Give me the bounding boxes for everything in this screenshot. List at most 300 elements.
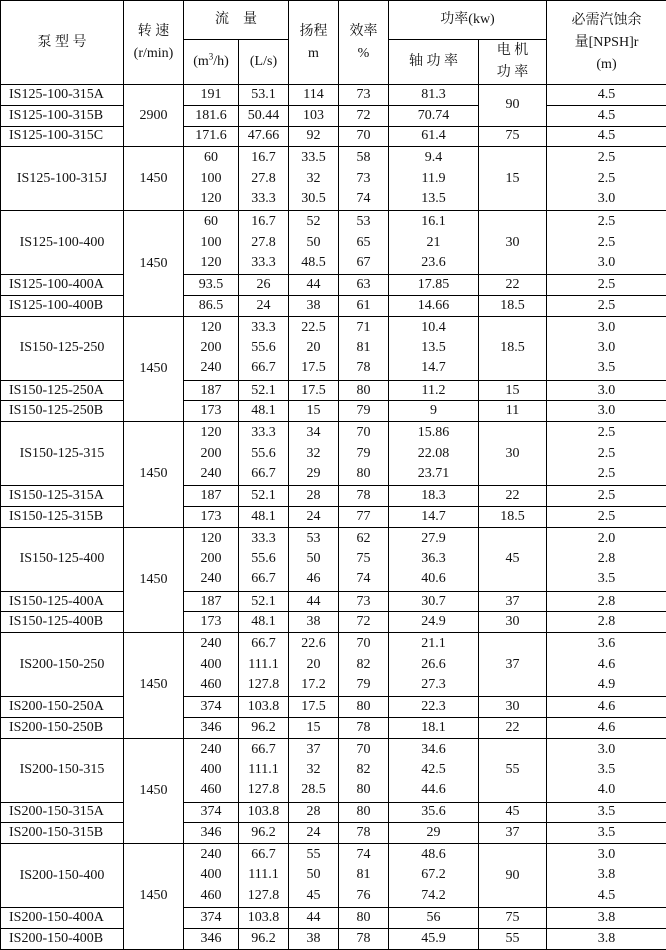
flow-ls-value: 111.1 (241, 865, 286, 885)
flow-m3h-value: 240 (186, 464, 236, 484)
efficiency: 80 (339, 380, 389, 401)
shaft-power (389, 316, 479, 380)
flow-m3h-value: 200 (186, 444, 236, 464)
shaft-power (389, 844, 479, 908)
npsh (547, 422, 666, 486)
motor-power: 37 (479, 823, 547, 844)
motor-power: 55 (479, 928, 547, 949)
flow-m3h (184, 422, 239, 486)
efficiency-value: 82 (341, 760, 386, 780)
npsh: 4.5 (547, 126, 666, 147)
table-row (1, 147, 666, 211)
npsh-value: 2.5 (549, 148, 664, 168)
head: 24 (289, 823, 339, 844)
head-value: 52 (291, 212, 336, 232)
npsh-value: 3.0 (549, 189, 664, 209)
motor-power: 11 (479, 401, 547, 422)
flow-ls: 48.1 (239, 401, 289, 422)
header-efficiency: 效率 % (339, 1, 389, 85)
head: 28 (289, 802, 339, 823)
flow-m3h: 173 (184, 401, 239, 422)
header-flow-m3h: $(m^3/h)$ (184, 40, 239, 85)
shaft-power-value: 74.2 (391, 886, 476, 906)
efficiency-value: 78 (341, 358, 386, 378)
shaft-power-value: 40.6 (391, 569, 476, 589)
shaft-power (389, 147, 479, 211)
efficiency: 72 (339, 105, 389, 126)
flow-m3h: 93.5 (184, 275, 239, 296)
pump-model: IS125-100-400 (1, 211, 124, 275)
head-value: 17.5 (291, 358, 336, 378)
speed-cell: 1450 (124, 211, 184, 316)
efficiency-value: 73 (341, 169, 386, 189)
flow-m3h-value: 120 (186, 529, 236, 549)
shaft-power: 56 (389, 908, 479, 929)
pump-model: IS125-100-315J (1, 147, 124, 211)
flow-m3h-value: 60 (186, 148, 236, 168)
shaft-power-value: 14.7 (391, 358, 476, 378)
header-shaft-power: 轴 功 率 (389, 40, 479, 85)
flow-ls: 96.2 (239, 928, 289, 949)
header-motor-power: 电 机 功 率 (479, 40, 547, 85)
shaft-power: 11.2 (389, 380, 479, 401)
npsh: 2.5 (547, 506, 666, 527)
flow-m3h-value: 240 (186, 634, 236, 654)
pump-model: IS125-100-315C (1, 126, 124, 147)
header-flow: 流 量 (184, 1, 289, 40)
shaft-power-value: 9.4 (391, 148, 476, 168)
npsh: 2.8 (547, 591, 666, 612)
shaft-power-value: 44.6 (391, 780, 476, 800)
shaft-power-value: 34.6 (391, 740, 476, 760)
flow-m3h-value: 200 (186, 549, 236, 569)
efficiency: 77 (339, 506, 389, 527)
flow-m3h-value: 460 (186, 886, 236, 906)
pump-model: IS200-150-315A (1, 802, 124, 823)
table-row (1, 612, 666, 633)
efficiency (339, 422, 389, 486)
efficiency-value: 81 (341, 865, 386, 885)
speed-cell: 2900 (124, 85, 184, 147)
table-row (1, 844, 666, 908)
flow-m3h-value: 460 (186, 675, 236, 695)
flow-m3h (184, 147, 239, 211)
table-row (1, 295, 666, 316)
shaft-power-value: 27.3 (391, 675, 476, 695)
flow-ls-value: 27.8 (241, 169, 286, 189)
pump-model: IS150-125-400B (1, 612, 124, 633)
efficiency-value: 80 (341, 464, 386, 484)
npsh-value: 3.5 (549, 358, 664, 378)
npsh (547, 844, 666, 908)
npsh-value: 3.8 (549, 865, 664, 885)
npsh: 4.5 (547, 105, 666, 126)
flow-ls-value: 33.3 (241, 318, 286, 338)
npsh-value: 2.5 (549, 423, 664, 443)
efficiency-value: 76 (341, 886, 386, 906)
pump-model: IS150-125-250A (1, 380, 124, 401)
pump-model: IS200-150-250B (1, 717, 124, 738)
head: 38 (289, 612, 339, 633)
shaft-power: 18.1 (389, 717, 479, 738)
motor-power: 37 (479, 633, 547, 697)
efficiency: 70 (339, 126, 389, 147)
flow-m3h: 346 (184, 717, 239, 738)
efficiency: 61 (339, 295, 389, 316)
table-row (1, 422, 666, 486)
npsh: 4.6 (547, 697, 666, 718)
flow-m3h-value: 120 (186, 423, 236, 443)
flow-ls: 96.2 (239, 823, 289, 844)
npsh: 3.8 (547, 908, 666, 929)
flow-ls (239, 633, 289, 697)
shaft-power (389, 527, 479, 591)
flow-ls-value: 127.8 (241, 675, 286, 695)
table-row (1, 380, 666, 401)
table-row (1, 591, 666, 612)
flow-m3h-value: 240 (186, 358, 236, 378)
flow-m3h-value: 100 (186, 169, 236, 189)
shaft-power: 14.7 (389, 506, 479, 527)
header-speed: 转 速 (r/min) (124, 1, 184, 85)
head-value: 37 (291, 740, 336, 760)
pump-model: IS150-125-315A (1, 486, 124, 507)
shaft-power-value: 27.9 (391, 529, 476, 549)
head: 15 (289, 401, 339, 422)
efficiency-value: 71 (341, 318, 386, 338)
efficiency (339, 844, 389, 908)
motor-power: 30 (479, 422, 547, 486)
pump-model: IS200-150-315B (1, 823, 124, 844)
pump-model: IS125-100-400B (1, 295, 124, 316)
head-value: 45 (291, 886, 336, 906)
head-value: 48.5 (291, 253, 336, 273)
table-row (1, 633, 666, 697)
table-row (1, 527, 666, 591)
efficiency (339, 211, 389, 275)
head (289, 147, 339, 211)
efficiency-value: 65 (341, 233, 386, 253)
flow-m3h: 187 (184, 380, 239, 401)
motor-power: 22 (479, 717, 547, 738)
npsh: 3.0 (547, 380, 666, 401)
npsh: 4.6 (547, 717, 666, 738)
head: 15 (289, 717, 339, 738)
flow-m3h (184, 738, 239, 802)
table-row (1, 211, 666, 275)
speed-cell: 1450 (124, 633, 184, 738)
motor-power: 22 (479, 486, 547, 507)
npsh-value: 2.5 (549, 212, 664, 232)
table-row (1, 908, 666, 929)
npsh (547, 633, 666, 697)
table-row (1, 126, 666, 147)
efficiency (339, 147, 389, 211)
head (289, 844, 339, 908)
pump-model: IS200-150-400B (1, 928, 124, 949)
motor-power: 45 (479, 527, 547, 591)
npsh: 3.0 (547, 401, 666, 422)
head (289, 316, 339, 380)
flow-m3h: 346 (184, 928, 239, 949)
shaft-power (389, 211, 479, 275)
table-row (1, 697, 666, 718)
table-row (1, 401, 666, 422)
flow-m3h-value: 400 (186, 760, 236, 780)
flow-ls: 48.1 (239, 612, 289, 633)
npsh-value: 3.0 (549, 253, 664, 273)
efficiency-value: 74 (341, 569, 386, 589)
speed-cell: 1450 (124, 316, 184, 421)
efficiency: 72 (339, 612, 389, 633)
shaft-power (389, 633, 479, 697)
efficiency: 73 (339, 591, 389, 612)
efficiency: 78 (339, 717, 389, 738)
npsh (547, 738, 666, 802)
table-row (1, 823, 666, 844)
flow-ls: 103.8 (239, 908, 289, 929)
pump-model: IS125-100-315A (1, 85, 124, 106)
npsh-value: 3.0 (549, 740, 664, 760)
shaft-power-value: 16.1 (391, 212, 476, 232)
shaft-power: 35.6 (389, 802, 479, 823)
flow-ls (239, 422, 289, 486)
head-value: 32 (291, 444, 336, 464)
head-value: 22.6 (291, 634, 336, 654)
efficiency-value: 74 (341, 845, 386, 865)
efficiency: 73 (339, 85, 389, 106)
efficiency-value: 58 (341, 148, 386, 168)
pump-model: IS200-150-400A (1, 908, 124, 929)
flow-ls (239, 844, 289, 908)
npsh: 2.5 (547, 486, 666, 507)
pump-model: IS150-125-400A (1, 591, 124, 612)
motor-power: 18.5 (479, 295, 547, 316)
flow-ls-value: 66.7 (241, 845, 286, 865)
motor-power: 30 (479, 697, 547, 718)
head: 114 (289, 85, 339, 106)
shaft-power-value: 10.4 (391, 318, 476, 338)
flow-m3h: 173 (184, 612, 239, 633)
table-row (1, 802, 666, 823)
shaft-power-value: 11.9 (391, 169, 476, 189)
pump-model: IS125-100-315B (1, 105, 124, 126)
flow-ls: 47.66 (239, 126, 289, 147)
motor-power: 22 (479, 275, 547, 296)
npsh-value: 3.6 (549, 634, 664, 654)
flow-ls: 50.44 (239, 105, 289, 126)
head-value: 50 (291, 549, 336, 569)
shaft-power-value: 13.5 (391, 338, 476, 358)
npsh-value: 3.0 (549, 318, 664, 338)
motor-power: 18.5 (479, 316, 547, 380)
flow-m3h-value: 120 (186, 189, 236, 209)
npsh: 2.8 (547, 612, 666, 633)
motor-power: 45 (479, 802, 547, 823)
header-power: 功率(kw) (389, 1, 547, 40)
efficiency-value: 81 (341, 338, 386, 358)
head-value: 20 (291, 338, 336, 358)
shaft-power: 24.9 (389, 612, 479, 633)
pump-model: IS150-125-400 (1, 527, 124, 591)
flow-ls: 26 (239, 275, 289, 296)
shaft-power (389, 738, 479, 802)
flow-m3h-value: 400 (186, 865, 236, 885)
pump-model: IS150-125-250B (1, 401, 124, 422)
motor-power: 30 (479, 612, 547, 633)
flow-ls-value: 111.1 (241, 655, 286, 675)
head: 17.5 (289, 697, 339, 718)
shaft-power-value: 13.5 (391, 189, 476, 209)
head-value: 17.2 (291, 675, 336, 695)
shaft-power-value: 26.6 (391, 655, 476, 675)
efficiency: 80 (339, 802, 389, 823)
npsh (547, 211, 666, 275)
pump-model: IS125-100-400A (1, 275, 124, 296)
shaft-power (389, 422, 479, 486)
efficiency-value: 82 (341, 655, 386, 675)
head: 24 (289, 506, 339, 527)
flow-m3h (184, 316, 239, 380)
flow-ls: 52.1 (239, 591, 289, 612)
shaft-power: 45.9 (389, 928, 479, 949)
npsh-value: 2.5 (549, 444, 664, 464)
flow-m3h (184, 527, 239, 591)
head-value: 34 (291, 423, 336, 443)
shaft-power-value: 21.1 (391, 634, 476, 654)
flow-ls-value: 33.3 (241, 423, 286, 443)
efficiency-value: 74 (341, 189, 386, 209)
head: 44 (289, 591, 339, 612)
efficiency-value: 67 (341, 253, 386, 273)
npsh: 3.5 (547, 823, 666, 844)
efficiency-value: 80 (341, 780, 386, 800)
speed-cell: 1450 (124, 738, 184, 843)
efficiency-value: 70 (341, 634, 386, 654)
efficiency-value: 70 (341, 423, 386, 443)
table-row (1, 85, 666, 106)
flow-ls (239, 527, 289, 591)
flow-m3h: 187 (184, 486, 239, 507)
flow-ls-value: 33.3 (241, 529, 286, 549)
head (289, 422, 339, 486)
shaft-power: 18.3 (389, 486, 479, 507)
npsh-value: 2.5 (549, 169, 664, 189)
motor-power: 15 (479, 147, 547, 211)
shaft-power: 70.74 (389, 105, 479, 126)
efficiency: 78 (339, 823, 389, 844)
header-model: 泵 型 号 (1, 1, 124, 85)
motor-power: 75 (479, 908, 547, 929)
flow-ls-value: 127.8 (241, 886, 286, 906)
flow-ls: 52.1 (239, 380, 289, 401)
head-value: 28.5 (291, 780, 336, 800)
flow-m3h: 86.5 (184, 295, 239, 316)
motor-power: 90 (479, 844, 547, 908)
head: 28 (289, 486, 339, 507)
flow-ls (239, 211, 289, 275)
table-row (1, 928, 666, 949)
flow-m3h: 187 (184, 591, 239, 612)
head-value: 53 (291, 529, 336, 549)
table-row (1, 506, 666, 527)
header-head: 扬程 m (289, 1, 339, 85)
npsh (547, 527, 666, 591)
flow-m3h-value: 460 (186, 780, 236, 800)
head-value: 46 (291, 569, 336, 589)
efficiency (339, 738, 389, 802)
flow-m3h: 181.6 (184, 105, 239, 126)
efficiency-value: 79 (341, 675, 386, 695)
npsh (547, 147, 666, 211)
npsh-value: 2.5 (549, 464, 664, 484)
head (289, 211, 339, 275)
speed-cell: 1450 (124, 422, 184, 527)
head: 92 (289, 126, 339, 147)
flow-m3h-value: 240 (186, 845, 236, 865)
efficiency-value: 75 (341, 549, 386, 569)
shaft-power-value: 48.6 (391, 845, 476, 865)
head: 38 (289, 928, 339, 949)
flow-ls-value: 66.7 (241, 634, 286, 654)
head: 38 (289, 295, 339, 316)
shaft-power: 81.3 (389, 85, 479, 106)
npsh-value: 2.8 (549, 549, 664, 569)
efficiency (339, 316, 389, 380)
flow-ls-value: 33.3 (241, 189, 286, 209)
head-value: 20 (291, 655, 336, 675)
efficiency: 80 (339, 908, 389, 929)
pump-model: IS150-125-250 (1, 316, 124, 380)
flow-m3h-value: 200 (186, 338, 236, 358)
flow-ls: 103.8 (239, 697, 289, 718)
flow-ls: 24 (239, 295, 289, 316)
flow-ls-value: 66.7 (241, 740, 286, 760)
speed-cell: 1450 (124, 527, 184, 632)
efficiency-value: 53 (341, 212, 386, 232)
npsh: 2.5 (547, 275, 666, 296)
flow-ls-value: 27.8 (241, 233, 286, 253)
flow-m3h-value: 240 (186, 740, 236, 760)
shaft-power: 9 (389, 401, 479, 422)
head-value: 50 (291, 233, 336, 253)
flow-m3h (184, 633, 239, 697)
flow-ls-value: 16.7 (241, 212, 286, 232)
flow-ls-value: 55.6 (241, 338, 286, 358)
flow-m3h: 374 (184, 697, 239, 718)
motor-power: 90 (479, 85, 547, 127)
npsh-value: 3.0 (549, 845, 664, 865)
npsh-value: 4.9 (549, 675, 664, 695)
pump-model: IS200-150-315 (1, 738, 124, 802)
flow-ls (239, 316, 289, 380)
head-value: 33.5 (291, 148, 336, 168)
efficiency (339, 527, 389, 591)
npsh (547, 316, 666, 380)
shaft-power-value: 21 (391, 233, 476, 253)
flow-ls-value: 66.7 (241, 464, 286, 484)
motor-power: 75 (479, 126, 547, 147)
flow-m3h-value: 240 (186, 569, 236, 589)
pump-model: IS200-150-250A (1, 697, 124, 718)
efficiency: 79 (339, 401, 389, 422)
pump-model: IS200-150-250 (1, 633, 124, 697)
shaft-power-value: 15.86 (391, 423, 476, 443)
table-row (1, 738, 666, 802)
efficiency-value: 79 (341, 444, 386, 464)
header-flow-ls: (L/s) (239, 40, 289, 85)
flow-m3h: 346 (184, 823, 239, 844)
